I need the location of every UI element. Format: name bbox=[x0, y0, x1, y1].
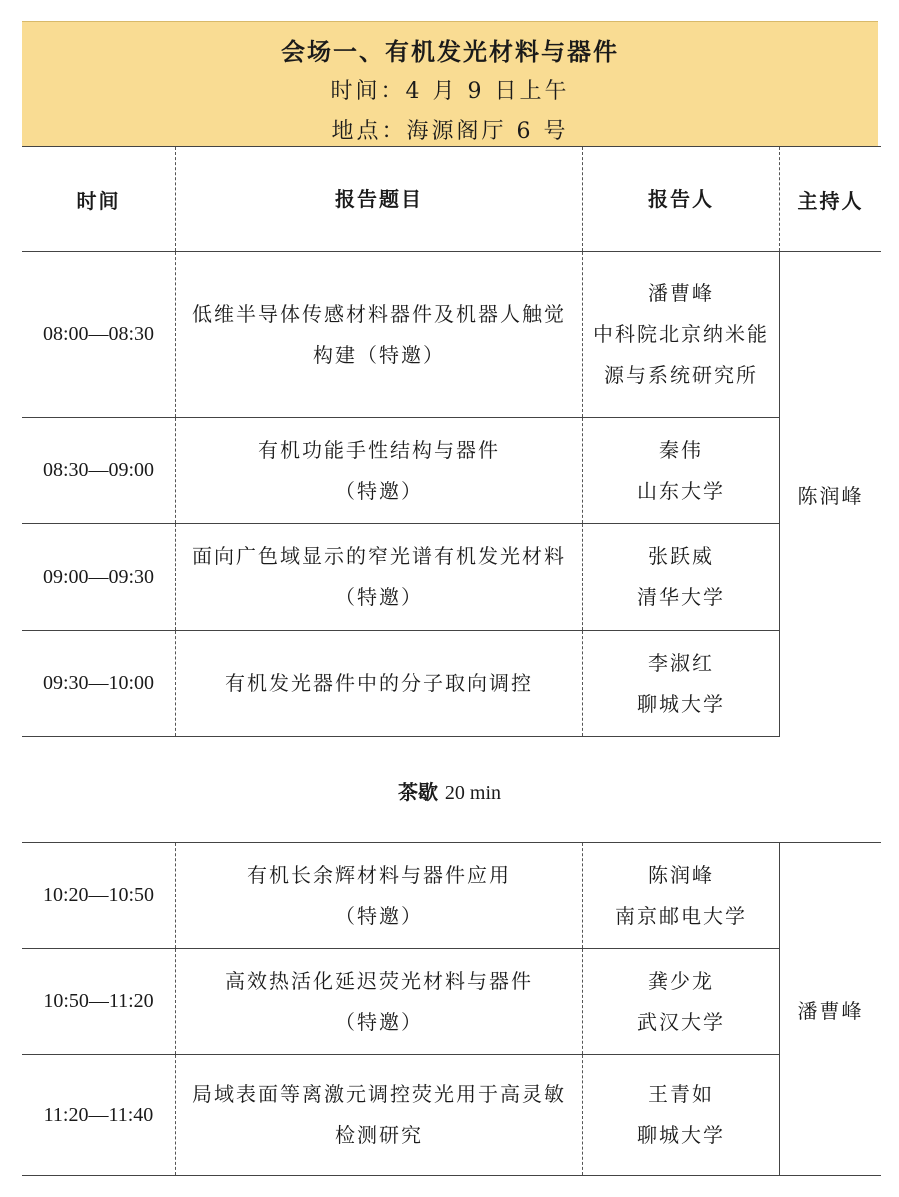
speaker-name: 秦伟 bbox=[659, 437, 703, 462]
row-speaker bbox=[583, 843, 780, 949]
speaker-affiliation: 中科院北京纳米能源与系统研究所 bbox=[593, 322, 769, 387]
speaker-affiliation: 聊城大学 bbox=[637, 691, 725, 716]
row-title: 有机长余辉材料与器件应用 （特邀） bbox=[176, 843, 583, 949]
row-host: 陈润峰 bbox=[780, 252, 882, 737]
speaker-name: 张跃威 bbox=[648, 544, 714, 568]
speaker-affiliation: 武汉大学 bbox=[637, 1009, 725, 1034]
speaker-name: 龚少龙 bbox=[648, 968, 714, 993]
speaker-name: 李淑红 bbox=[648, 650, 714, 675]
row-time: 08:30—09:00 bbox=[22, 418, 176, 524]
schedule-table-morning-1 bbox=[22, 146, 881, 737]
row-title: 有机发光器件中的分子取向调控 bbox=[176, 631, 583, 737]
session-time: 时间：4 月 9 日上午 bbox=[330, 79, 570, 104]
break-label: 茶歇 bbox=[397, 780, 438, 804]
tea-break bbox=[0, 776, 899, 805]
schedule-table-morning-2 bbox=[22, 842, 881, 1176]
table-row bbox=[22, 524, 881, 631]
row-title: 高效热活化延迟荧光材料与器件 （特邀） bbox=[176, 949, 583, 1055]
row-title: 面向广色域显示的窄光谱有机发光材料（特邀） bbox=[176, 524, 583, 631]
speaker-name: 陈润峰 bbox=[648, 862, 714, 887]
header-host: 主持人 bbox=[780, 147, 882, 252]
header-speaker: 报告人 bbox=[583, 147, 780, 252]
row-speaker bbox=[583, 949, 780, 1055]
table-row bbox=[22, 843, 881, 949]
table-header-row bbox=[22, 147, 881, 252]
speaker-affiliation: 聊城大学 bbox=[637, 1123, 725, 1147]
speaker-affiliation: 山东大学 bbox=[637, 478, 725, 503]
row-time: 10:50—11:20 bbox=[22, 949, 176, 1055]
row-title: 低维半导体传感材料器件及机器人触觉构建（特邀） bbox=[176, 252, 583, 418]
table-row bbox=[22, 631, 881, 737]
session-place: 地点：海源阁厅 6 号 bbox=[331, 119, 569, 144]
row-time: 10:20—10:50 bbox=[22, 843, 176, 949]
speaker-affiliation: 南京邮电大学 bbox=[615, 903, 747, 928]
row-speaker bbox=[583, 1055, 780, 1176]
row-speaker bbox=[583, 252, 780, 418]
table-row bbox=[22, 418, 881, 524]
row-time: 09:30—10:00 bbox=[22, 631, 176, 737]
header-title: 报告题目 bbox=[176, 147, 583, 252]
table-row bbox=[22, 949, 881, 1055]
session-title: 会场一、有机发光材料与器件 bbox=[281, 37, 619, 66]
row-host: 潘曹峰 bbox=[780, 843, 882, 1176]
speaker-affiliation: 清华大学 bbox=[637, 585, 725, 609]
table-row bbox=[22, 252, 881, 418]
break-duration: 20 min bbox=[444, 782, 502, 804]
row-time: 09:00—09:30 bbox=[22, 524, 176, 631]
row-time: 08:00—08:30 bbox=[22, 252, 176, 418]
row-speaker bbox=[583, 631, 780, 737]
row-title: 有机功能手性结构与器件 （特邀） bbox=[176, 418, 583, 524]
row-title: 局域表面等离激元调控荧光用于高灵敏检测研究 bbox=[176, 1055, 583, 1176]
row-speaker bbox=[583, 418, 780, 524]
speaker-name: 王青如 bbox=[648, 1082, 714, 1106]
speaker-name: 潘曹峰 bbox=[648, 281, 714, 305]
row-time: 11:20—11:40 bbox=[22, 1055, 176, 1176]
table-row bbox=[22, 1055, 881, 1176]
header-time: 时间 bbox=[22, 147, 176, 252]
session-banner bbox=[22, 21, 878, 146]
row-speaker bbox=[583, 524, 780, 631]
